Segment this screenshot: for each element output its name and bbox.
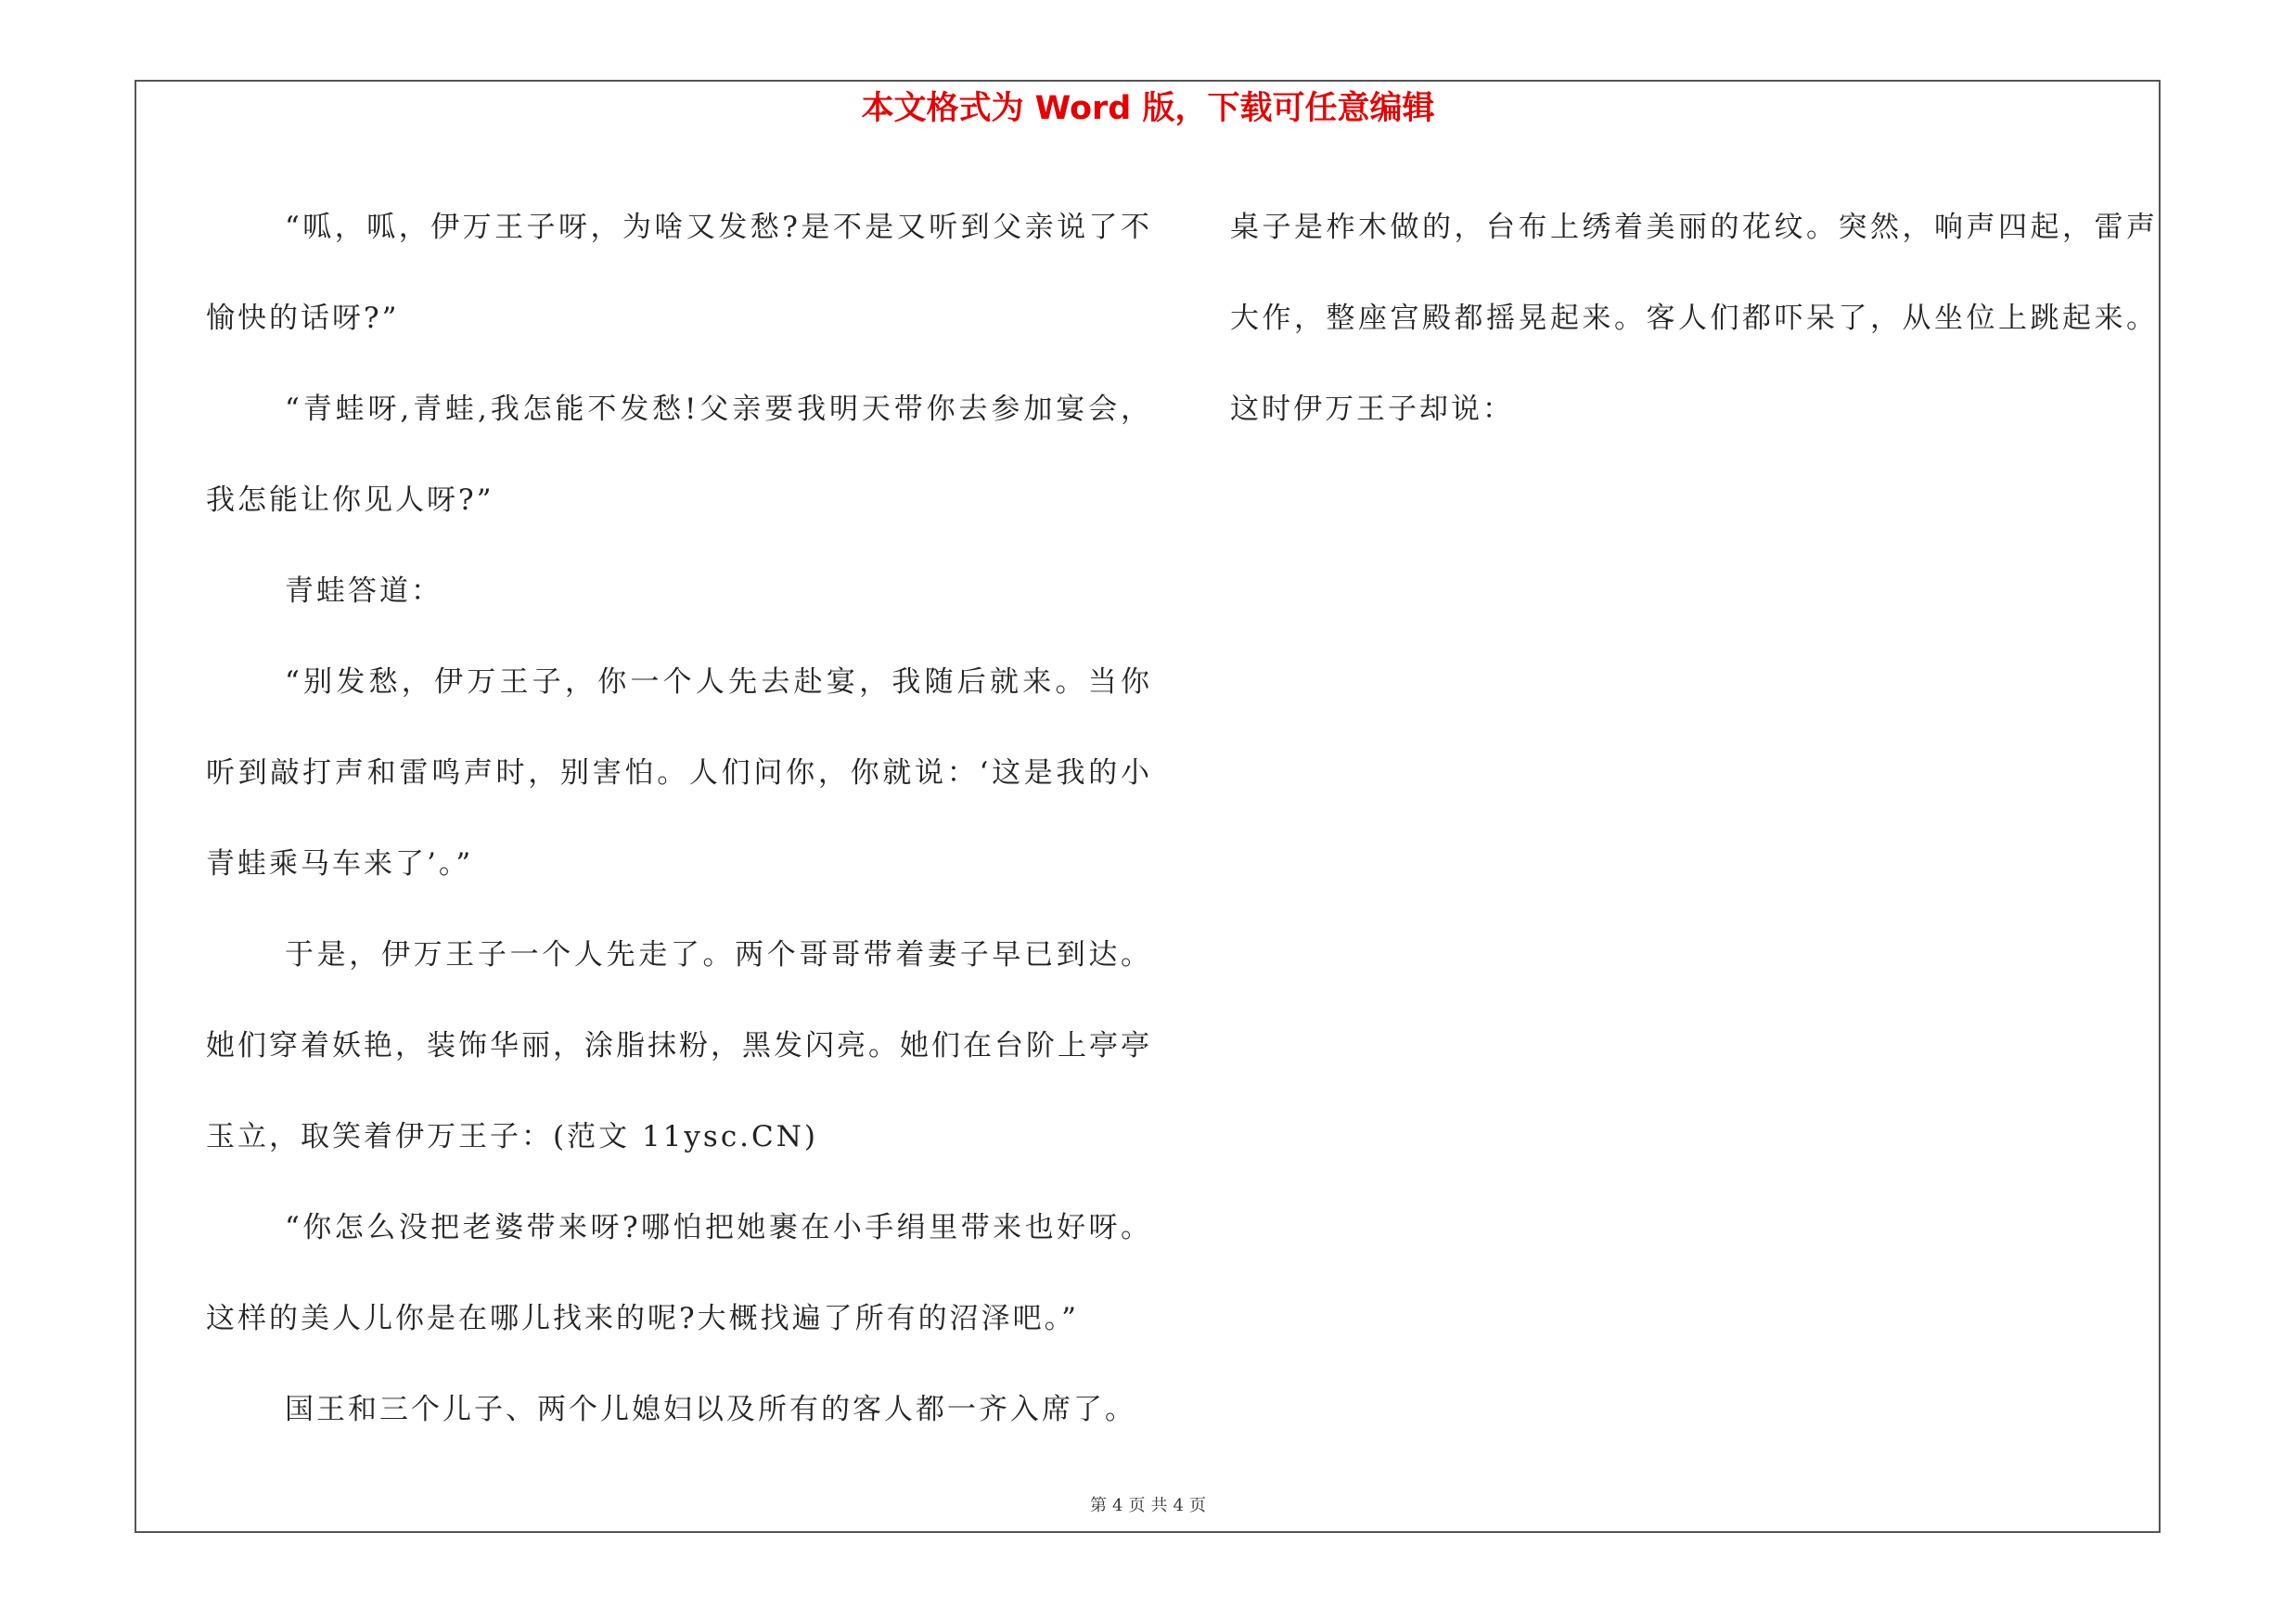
format-notice-banner: 本文格式为 Word 版，下载可任意编辑 — [861, 90, 1435, 127]
paragraph: “青蛙呀,青蛙,我怎能不发愁!父亲要我明天带你去参加宴会，我怎能让你见人呀?” — [206, 393, 1152, 517]
footer-label-page: 第 — [1090, 1496, 1108, 1515]
footer-current-page: 4 — [1112, 1496, 1123, 1515]
paragraph: “别发愁，伊万王子，你一个人先去赴宴，我随后就来。当你听到敲打声和雷鸣声时，别害怕。人们问你，你就说：‘这是我的小青蛙乘马车来了’。” — [206, 665, 1152, 881]
footer-label-total: 共 — [1150, 1496, 1168, 1515]
paragraph: 桌子是柞木做的，台布上绣着美丽的花纹。突然，响声四起，雷声大作，整座宫殿都摇晃起来。客人们都吓呆了，从坐位上跳起来。这时伊万王子却说： — [1230, 211, 2158, 426]
page-number-footer — [0, 1494, 2296, 1518]
paragraph: 于是，伊万王子一个人先走了。两个哥哥带着妻子早已到达。她们穿着妖艳，装饰华丽，涂脂抹粉，黑发闪亮。她们在台阶上亭亭玉立，取笑着伊万王子：(范文 11ysc.CN) — [206, 938, 1152, 1153]
paragraph: 国王和三个儿子、两个儿媳妇以及所有的客人都一齐入席了。 — [285, 1393, 1136, 1426]
footer-label-page-suffix: 页 — [1128, 1496, 1146, 1515]
paragraph: “呱，呱，伊万王子呀，为啥又发愁?是不是又听到父亲说了不愉快的话呀?” — [206, 211, 1152, 335]
footer-label-total-suffix: 页 — [1188, 1496, 1206, 1515]
left-text-column — [206, 182, 1152, 1455]
paragraph: 青蛙答道： — [285, 574, 443, 608]
footer-total-pages: 4 — [1173, 1496, 1184, 1515]
right-text-column — [1230, 182, 2158, 455]
paragraph: “你怎么没把老婆带来呀?哪怕把她裹在小手绢里带来也好呀。这样的美人儿你是在哪儿找来的呢?大概找遍了所有的沼泽吧。” — [206, 1211, 1152, 1335]
